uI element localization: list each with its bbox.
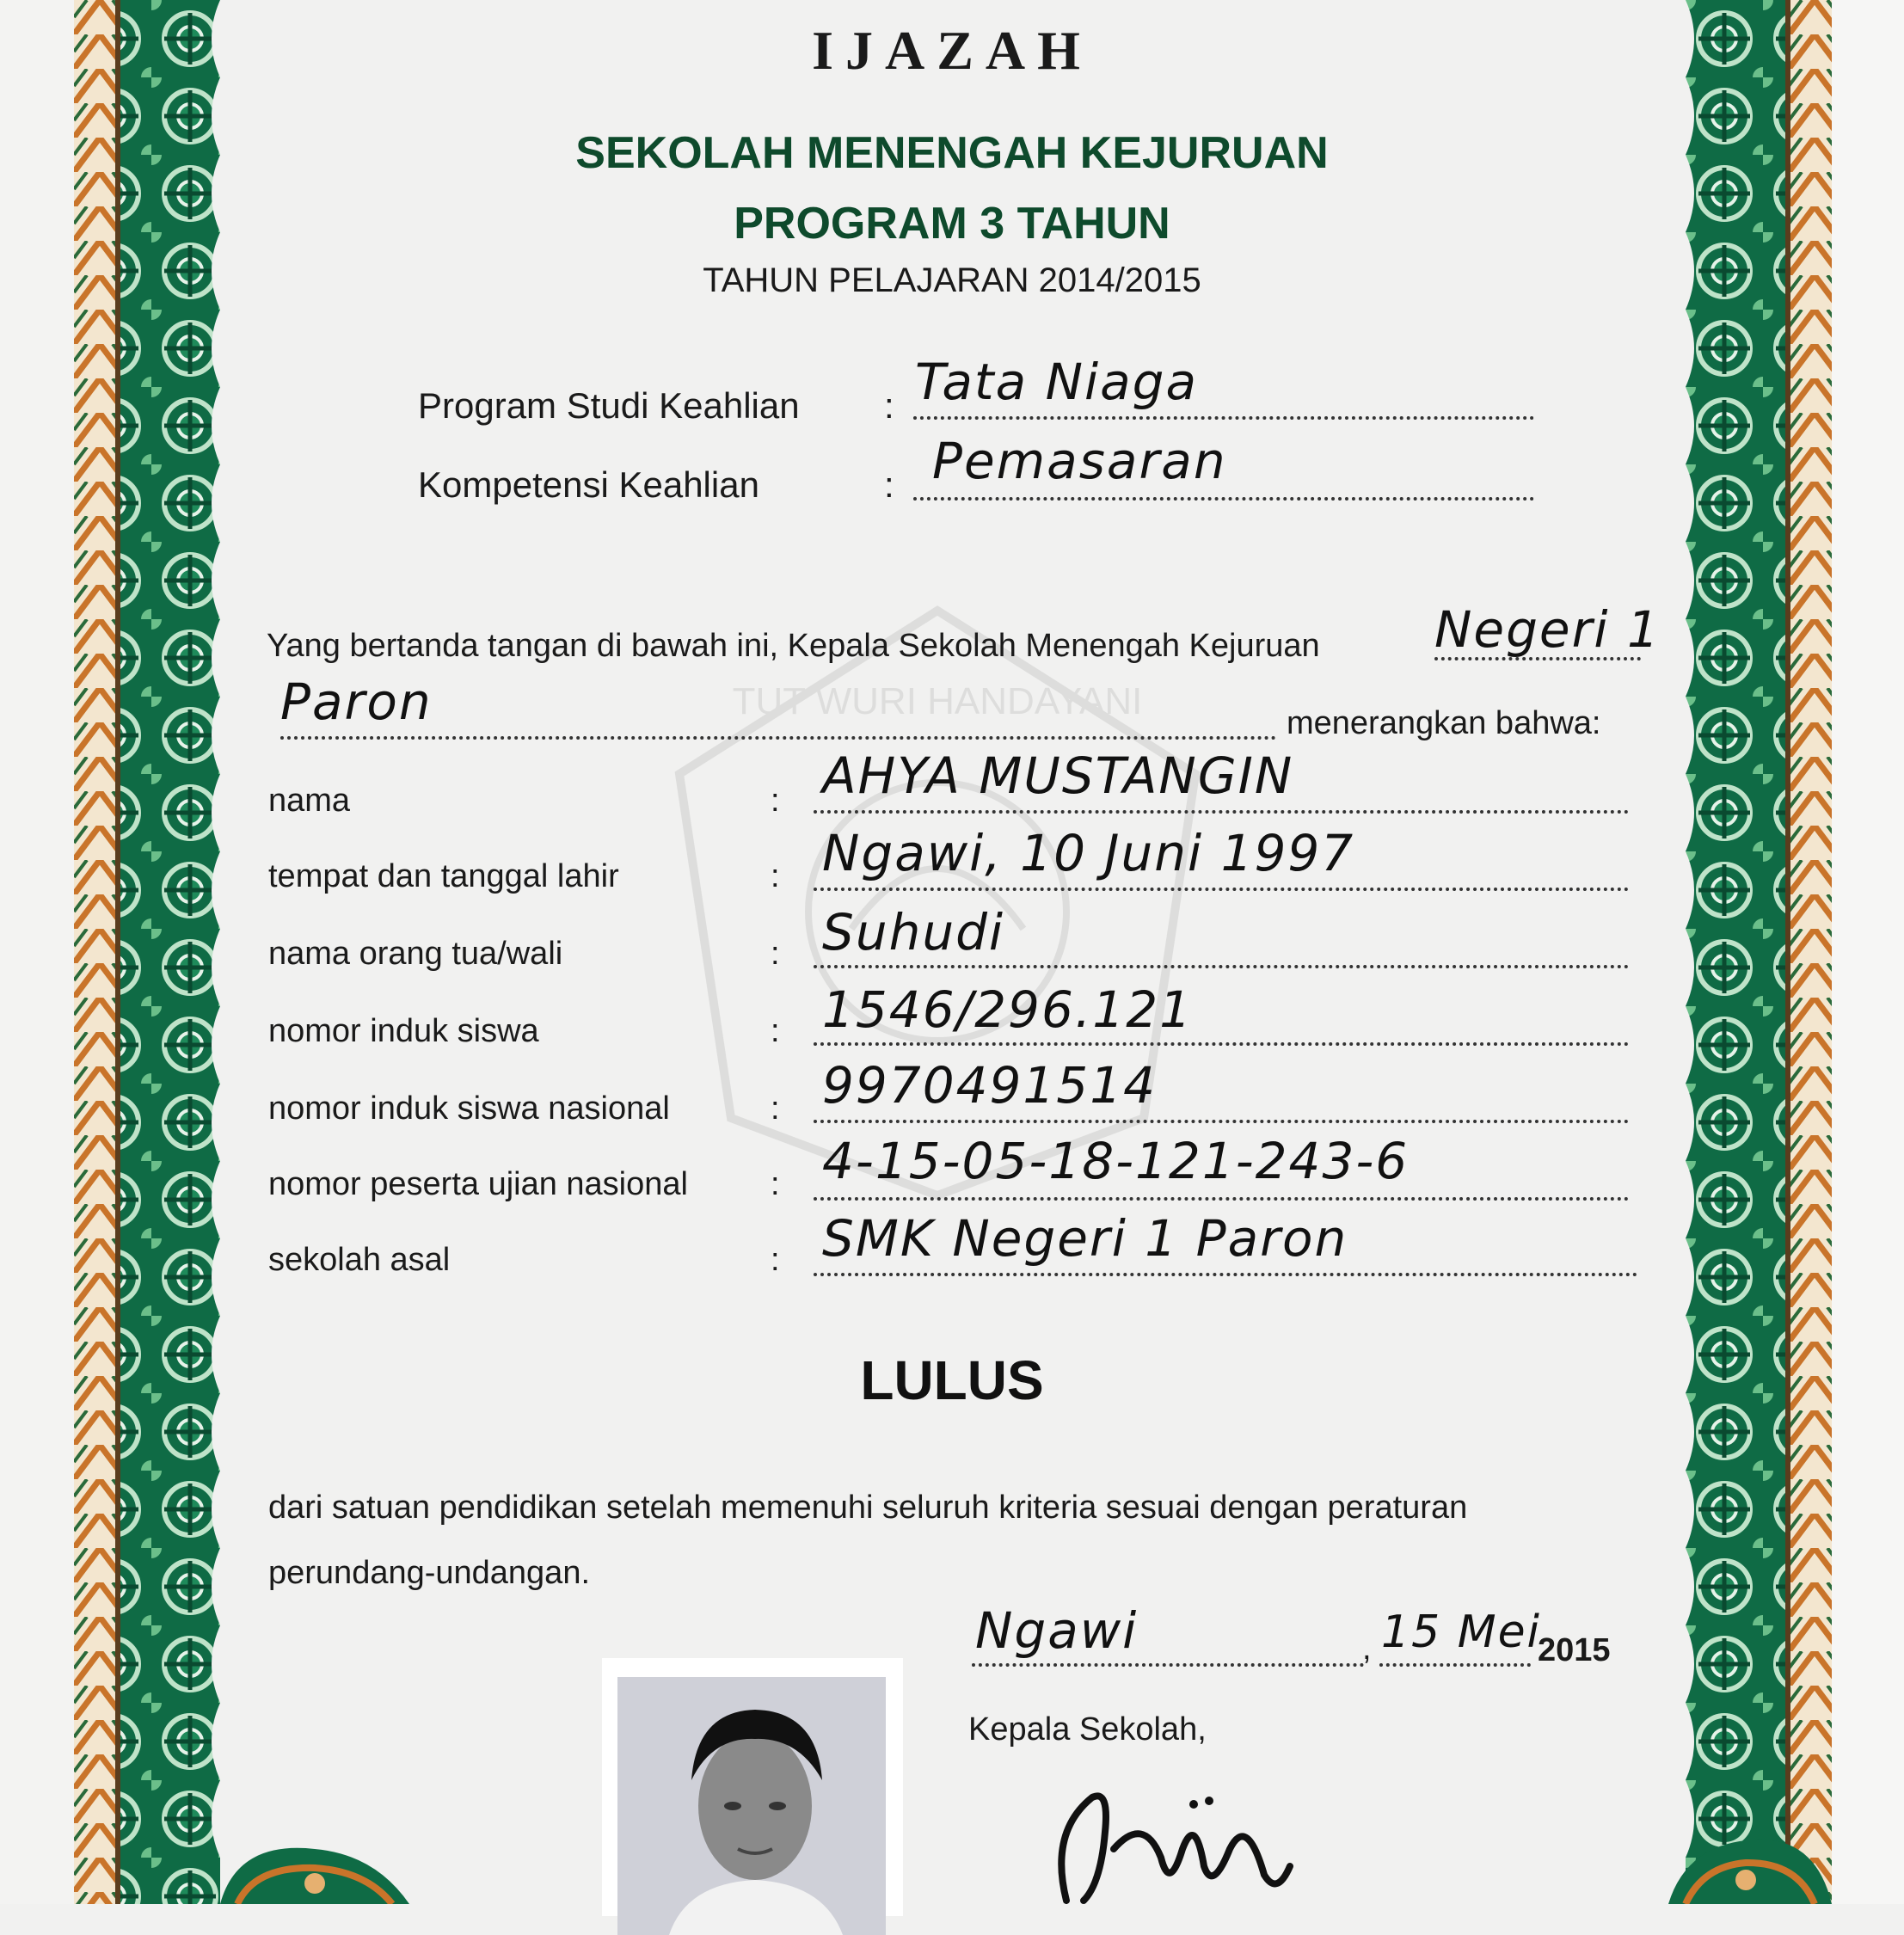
- program-value: Tata Niaga: [915, 353, 1199, 411]
- field-label-no-ujian: nomor peserta ujian nasional: [268, 1166, 688, 1202]
- statement-intro: Yang bertanda tangan di bawah ini, Kepala Sekolah Menengah Kejuruan: [267, 628, 1320, 664]
- school-name-part2: Paron: [280, 673, 433, 731]
- field-dotted-line: [814, 965, 1629, 968]
- program-colon: :: [884, 385, 894, 426]
- field-value-sekolah-asal: SMK Negeri 1 Paron: [822, 1209, 1348, 1268]
- field-label-nis: nomor induk siswa: [268, 1013, 539, 1049]
- school-name-part1: Negeri 1: [1434, 600, 1661, 659]
- field-colon: :: [771, 858, 780, 894]
- corner-ornament-left: [220, 1823, 418, 1904]
- field-colon: :: [771, 1090, 780, 1127]
- graduation-status: LULUS: [860, 1349, 1044, 1411]
- statement-suffix: menerangkan bahwa:: [1287, 705, 1601, 741]
- student-portrait-image: [617, 1677, 886, 1935]
- closing-line-1: dari satuan pendidikan setelah memenuhi seluruh kriteria sesuai dengan peraturan: [268, 1490, 1468, 1526]
- place-dotted-line: [972, 1663, 1364, 1667]
- field-colon: :: [771, 936, 780, 972]
- program-dotted-line: [913, 416, 1534, 420]
- field-value-ttl: Ngawi, 10 Juni 1997: [822, 824, 1355, 882]
- signoff-role: Kepala Sekolah,: [968, 1711, 1207, 1748]
- field-label-nisn: nomor induk siswa nasional: [268, 1090, 670, 1127]
- field-colon: :: [771, 783, 780, 819]
- field-dotted-line: [814, 810, 1629, 814]
- field-dotted-line: [814, 888, 1629, 891]
- student-photo: [602, 1658, 903, 1916]
- field-value-no-ujian: 4-15-05-18-121-243-6: [822, 1132, 1410, 1190]
- kompetensi-colon: :: [884, 464, 894, 505]
- field-dotted-line: [814, 1197, 1629, 1201]
- watermark-text: TUT WURI HANDAYANI: [732, 680, 1143, 722]
- headmaster-signature: [1032, 1780, 1342, 1904]
- kompetensi-dotted-line: [913, 497, 1534, 501]
- program-duration-heading: PROGRAM 3 TAHUN: [734, 199, 1170, 249]
- date-dotted-line: [1379, 1663, 1531, 1667]
- field-value-orang-tua: Suhudi: [822, 903, 1005, 961]
- school-type-heading: SEKOLAH MENENGAH KEJURUAN: [575, 128, 1329, 178]
- field-colon: :: [771, 1013, 780, 1049]
- field-dotted-line: [814, 1273, 1637, 1276]
- school-name-dotted-line-2: [280, 736, 1276, 740]
- field-value-nama: AHYA MUSTANGIN: [822, 746, 1294, 805]
- field-value-nis: 1546/296.121: [822, 980, 1193, 1039]
- signoff-date: 15 Mei: [1381, 1606, 1542, 1658]
- field-label-orang-tua: nama orang tua/wali: [268, 936, 563, 972]
- field-colon: :: [771, 1242, 780, 1278]
- field-value-nisn: 9970491514: [822, 1056, 1158, 1115]
- signoff-year: 2015: [1538, 1632, 1611, 1668]
- program-label: Program Studi Keahlian: [418, 385, 800, 426]
- signoff-comma: ,: [1362, 1631, 1372, 1667]
- document-title: IJAZAH: [812, 20, 1092, 81]
- kompetensi-value: Pemasaran: [932, 432, 1227, 490]
- field-label-nama: nama: [268, 783, 351, 819]
- signoff-place: Ngawi: [975, 1601, 1139, 1660]
- field-label-sekolah-asal: sekolah asal: [268, 1242, 451, 1278]
- field-colon: :: [771, 1166, 780, 1202]
- field-label-ttl: tempat dan tanggal lahir: [268, 858, 619, 894]
- kompetensi-label: Kompetensi Keahlian: [418, 464, 759, 505]
- field-dotted-line: [814, 1042, 1629, 1046]
- field-dotted-line: [814, 1120, 1629, 1123]
- closing-line-2: perundang-undangan.: [268, 1555, 591, 1591]
- academic-year-heading: TAHUN PELAJARAN 2014/2015: [703, 261, 1201, 299]
- corner-ornament-right: [1668, 1815, 1832, 1904]
